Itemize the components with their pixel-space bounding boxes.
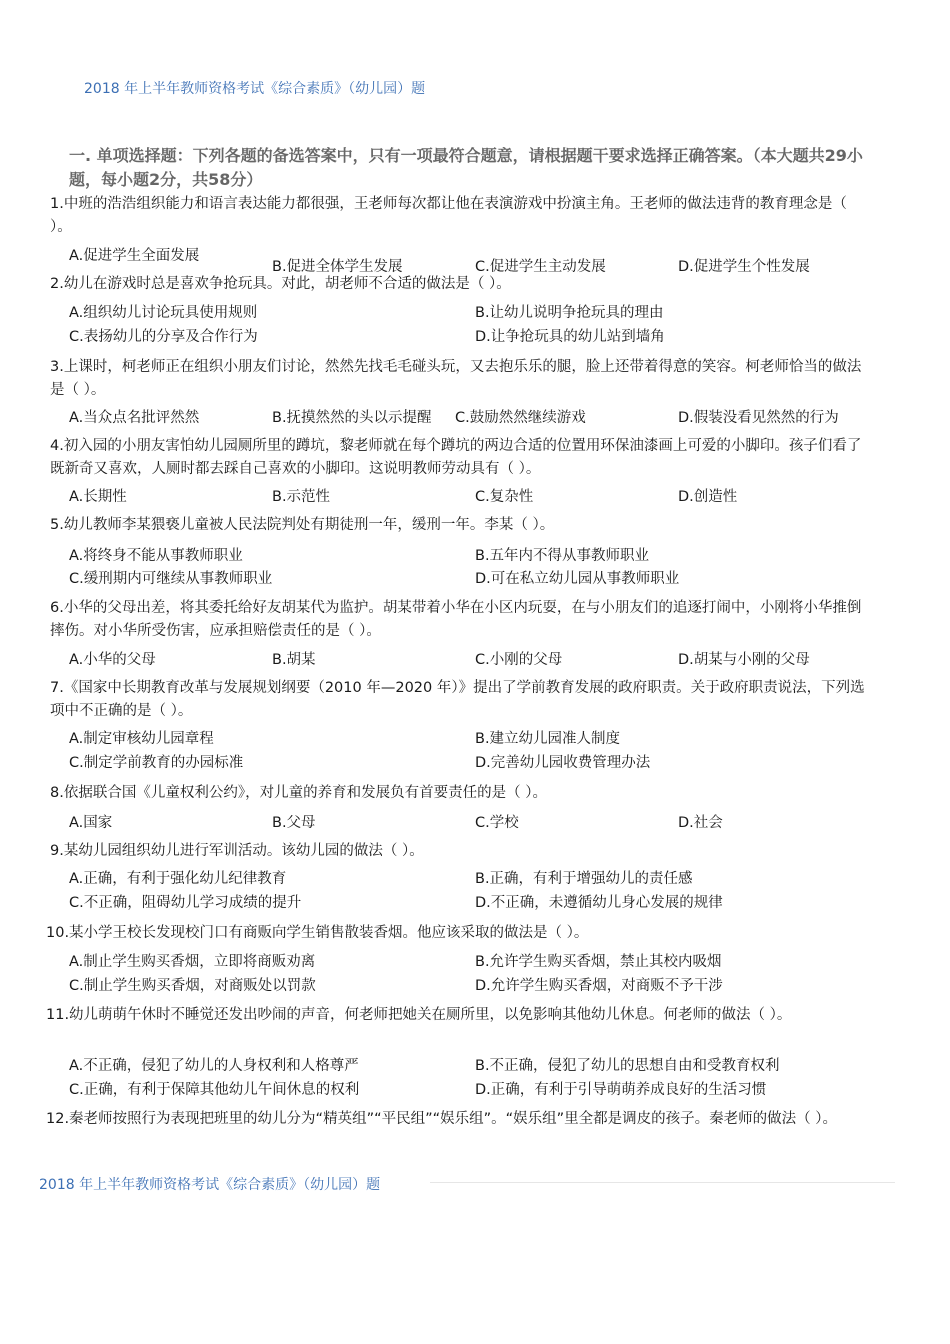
option: C.鼓励然然继续游戏 xyxy=(455,410,586,426)
option: D.可在私立幼儿园从事教师职业 xyxy=(475,571,680,587)
option: C.正确，有利于保障其他幼儿午间休息的权利 xyxy=(69,1082,360,1098)
question-stem: 10.某小学王校长发现校门口有商贩向学生销售散装香烟。他应该采取的做法是（ ）。 xyxy=(46,925,589,941)
option: D.完善幼儿园收费管理办法 xyxy=(475,755,651,771)
option: C.不正确，阻碍幼儿学习成绩的提升 xyxy=(69,895,302,911)
option: D.不正确，未遵循幼儿身心发展的规律 xyxy=(475,895,723,911)
option: A.当众点名批评然然 xyxy=(69,410,200,426)
option: B.胡某 xyxy=(272,652,316,668)
header-title: 2018 年上半年教师资格考试《综合素质》（幼儿园）题 xyxy=(84,81,426,97)
option: A.促进学生全面发展 xyxy=(69,248,200,264)
option: A.正确，有利于强化幼儿纪律教育 xyxy=(69,871,287,887)
option: B.父母 xyxy=(272,815,316,831)
option: C.制定学前教育的办园标准 xyxy=(69,755,244,771)
question-stem: 3.上课时，柯老师正在组织小朋友们讨论，然然先找毛毛碰头玩，又去抱乐乐的腿，脸上还带着得意的笑容。柯老师恰当的做法是（ ）。 xyxy=(50,359,862,398)
section-heading: 一. 单项选择题：下列各题的备选答案中，只有一项最符合题意，请根据题干要求选择正确答案。（本大题共29小题，每小题2分，共58分） xyxy=(69,146,863,189)
option: B.不正确，侵犯了幼儿的思想自由和受教育权利 xyxy=(475,1058,780,1074)
question-stem: 8.依据联合国《儿童权利公约》，对儿童的养育和发展负有首要责任的是（ ）。 xyxy=(50,785,547,801)
option: B.五年内不得从事教师职业 xyxy=(475,548,650,564)
option: D.创造性 xyxy=(678,489,738,505)
option: B.建立幼儿园准人制度 xyxy=(475,731,621,747)
option: D.假装没看见然然的行为 xyxy=(678,410,839,426)
option: B.让幼儿说明争抢玩具的理由 xyxy=(475,305,664,321)
question-stem: 2.幼儿在游戏时总是喜欢争抢玩具。对此，胡老师不合适的做法是（ ）。 xyxy=(50,276,511,292)
option: B.抚摸然然的头以示提醒 xyxy=(272,410,432,426)
footer-divider xyxy=(430,1182,895,1183)
question-stem: 5.幼儿教师李某猥亵儿童被人民法院判处有期徒刑一年，缓刑一年。李某（ ）。 xyxy=(50,517,555,533)
option: A.小华的父母 xyxy=(69,652,156,668)
option: C.促进学生主动发展 xyxy=(475,259,606,275)
option: A.组织幼儿讨论玩具使用规则 xyxy=(69,305,258,321)
question-stem: 6.小华的父母出差，将其委托给好友胡某代为监护。胡某带着小华在小区内玩耍，在与小朋友们的追逐打闹中，小刚将小华推倒摔伤。对小华所受伤害，应承担赔偿责任的是（ ）。 xyxy=(50,600,862,639)
option: A.将终身不能从事教师职业 xyxy=(69,548,243,564)
option: D.促进学生个性发展 xyxy=(678,259,810,275)
option: D.允许学生购买香烟，对商贩不予干涉 xyxy=(475,978,723,994)
question-stem: 12.秦老师按照行为表现把班里的幼儿分为“精英组”“平民组”“娱乐组”。“娱乐组”里全都是调皮的孩子。秦老师的做法（ ）。 xyxy=(46,1111,838,1127)
footer-title: 2018 年上半年教师资格考试《综合素质》（幼儿园）题 xyxy=(39,1177,381,1193)
option: C.复杂性 xyxy=(475,489,534,505)
question-stem: 4.初入园的小朋友害怕幼儿园厕所里的蹲坑，黎老师就在每个蹲坑的两边合适的位置用环保油漆画上可爱的小脚印。孩子们看了既新奇又喜欢，人厕时都去踩自己喜欢的小脚印。这说明教师劳动具有（ ）。 xyxy=(50,438,862,477)
option: B.示范性 xyxy=(272,489,331,505)
option: C.表扬幼儿的分享及合作行为 xyxy=(69,329,258,345)
question-stem: 11.幼儿萌萌午休时不睡觉还发出吵闹的声音，何老师把她关在厕所里，以免影响其他幼儿休息。何老师的做法（ ）。 xyxy=(46,1007,792,1023)
question-stem: 7.《国家中长期教育改革与发展规划纲要（2010 年—2020 年）》提出了学前教育发展的政府职责。关于政府职责说法，下列选项中不正确的是（ ）。 xyxy=(50,680,865,719)
option: D.正确，有利于引导萌萌养成良好的生活习惯 xyxy=(475,1082,767,1098)
option: A.国家 xyxy=(69,815,113,831)
option: C.学校 xyxy=(475,815,519,831)
option: A.长期性 xyxy=(69,489,127,505)
option: C.小刚的父母 xyxy=(475,652,563,668)
question-stem: 1.中班的浩浩组织能力和语言表达能力都很强，王老师每次都让他在表演游戏中扮演主角。王老师的做法违背的教育理念是（ ）。 xyxy=(50,196,847,235)
option: B.促进全体学生发展 xyxy=(272,259,403,275)
option: C.制止学生购买香烟，对商贩处以罚款 xyxy=(69,978,316,994)
question-stem: 9.某幼儿园组织幼儿进行军训活动。该幼儿园的做法（ ）。 xyxy=(50,843,424,859)
option: D.让争抢玩具的幼儿站到墙角 xyxy=(475,329,665,345)
option: A.制定审核幼儿园章程 xyxy=(69,731,214,747)
option: B.正确，有利于增强幼儿的责任感 xyxy=(475,871,693,887)
option: A.制止学生购买香烟，立即将商贩劝离 xyxy=(69,954,316,970)
option: A.不正确，侵犯了幼儿的人身权利和人格尊严 xyxy=(69,1058,359,1074)
option: D.社会 xyxy=(678,815,723,831)
option: C.缓刑期内可继续从事教师职业 xyxy=(69,571,273,587)
option: D.胡某与小刚的父母 xyxy=(678,652,810,668)
option: B.允许学生购买香烟，禁止其校内吸烟 xyxy=(475,954,722,970)
